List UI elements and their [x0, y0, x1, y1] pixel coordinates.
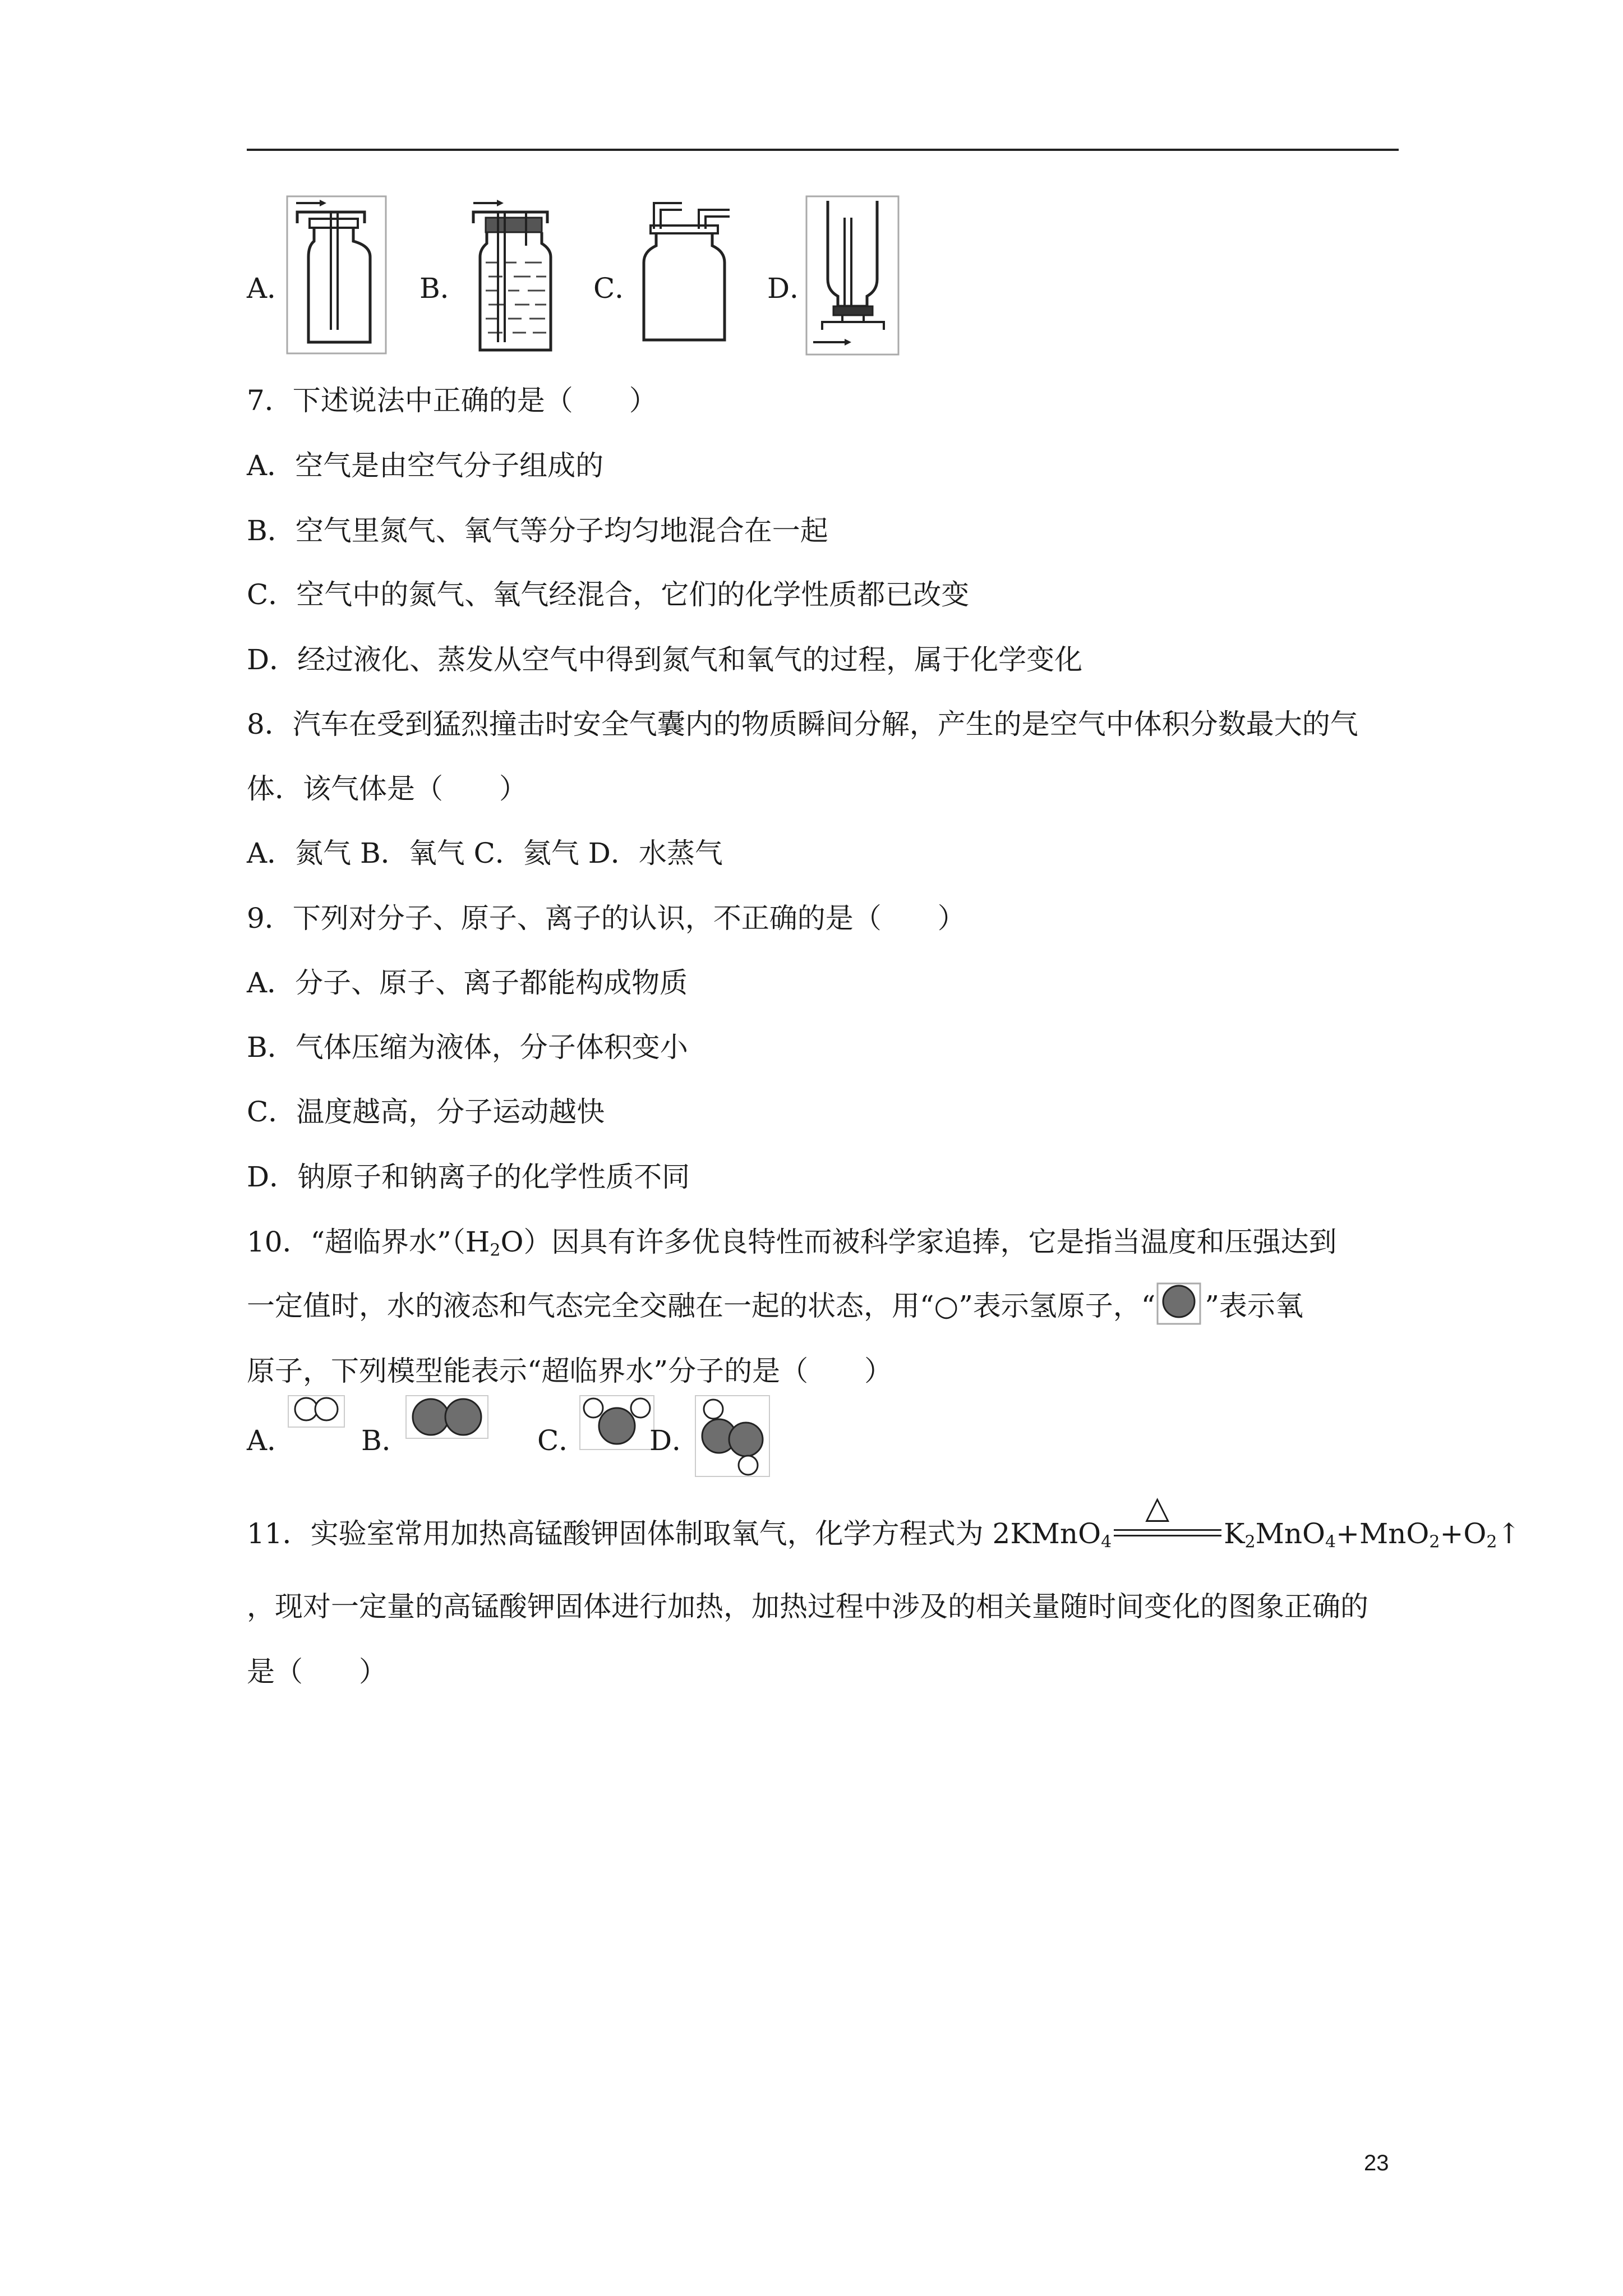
- model-two-hydrogen: [287, 1395, 345, 1428]
- q8-stem-line2: 体．该气体是（ ）: [247, 772, 527, 805]
- q11-stem-line2: ，现对一定量的高锰酸钾固体进行加热，加热过程中涉及的相关量随时间变化的图象正确的: [247, 1590, 1368, 1623]
- q10-option-a-label: A．: [247, 1424, 296, 1457]
- q6-option-a-label: A．: [247, 272, 296, 305]
- q9-option-d: D．钠原子和钠离子的化学性质不同: [247, 1161, 690, 1193]
- q6-option-d-label: D．: [767, 272, 818, 305]
- model-peroxide-like: [694, 1395, 771, 1478]
- q7-option-a: A．空气是由空气分子组成的: [247, 449, 604, 482]
- q11-stem-line1: 11．实验室常用加热高锰酸钾固体制取氧气，化学方程式为 2KMnO$_4$ △ $K_2MnO_4+MnO_2+O_2↑$: [247, 1489, 1521, 1552]
- q10-option-c-label: C．: [537, 1424, 587, 1457]
- q10-option-b-label: B．: [361, 1424, 410, 1457]
- q10-stem-line3: 原子，下列模型能表示“超临界水”分子的是（ ）: [247, 1355, 893, 1387]
- model-bent-water: [579, 1395, 655, 1451]
- q7-stem: 7．下述说法中正确的是（ ）: [247, 384, 657, 417]
- q7-option-b: B．空气里氮气、氧气等分子均匀地混合在一起: [247, 514, 828, 547]
- q6-option-c-label: C．: [593, 272, 643, 305]
- model-two-oxygen: [405, 1395, 489, 1439]
- gas-bottle-figure-c: [631, 195, 738, 343]
- q7-option-c: C．空气中的氮气、氧气经混合，它们的化学性质都已改变: [247, 578, 970, 611]
- q7-option-d: D．经过液化、蒸发从空气中得到氮气和氧气的过程，属于化学变化: [247, 643, 1083, 676]
- q9-option-a: A．分子、原子、离子都能构成物质: [247, 967, 688, 999]
- reaction-condition-heat: △: [1112, 1517, 1224, 1550]
- gas-bottle-figure-b: [463, 195, 566, 355]
- q9-option-c: C．温度越高，分子运动越快: [247, 1096, 605, 1128]
- page-number: 23: [1364, 2151, 1389, 2175]
- q8-options: A．氮气 B．氧气 C．氦气 D．水蒸气: [247, 837, 723, 869]
- q9-stem: 9．下列对分子、原子、离子的认识，不正确的是（ ）: [247, 902, 966, 935]
- oxygen-atom-legend: [1155, 1289, 1205, 1323]
- q10-option-d-label: D．: [649, 1424, 700, 1457]
- q11-stem-line3: 是（ ）: [247, 1655, 387, 1688]
- q6-option-b-label: B．: [419, 272, 468, 305]
- q9-option-b: B．气体压缩为液体，分子体积变小: [247, 1031, 688, 1064]
- gas-bottle-figure-a: [286, 195, 387, 355]
- header-rule: [247, 149, 1399, 151]
- q10-stem-line2: 一定值时，水的液态和气态完全交融在一起的状态，用“○”表示氢原子，“ ”表示氧: [247, 1289, 1303, 1323]
- q10-stem-line1: 10．“超临界水$”(H_2O)$因具有许多优良特性而被科学家追捧，它是指当温度和压强达到: [247, 1226, 1337, 1260]
- q8-stem-line1: 8．汽车在受到猛烈撞击时安全气囊内的物质瞬间分解，产生的是空气中体积分数最大的气: [247, 708, 1358, 740]
- gas-bottle-figure-d: [805, 195, 900, 356]
